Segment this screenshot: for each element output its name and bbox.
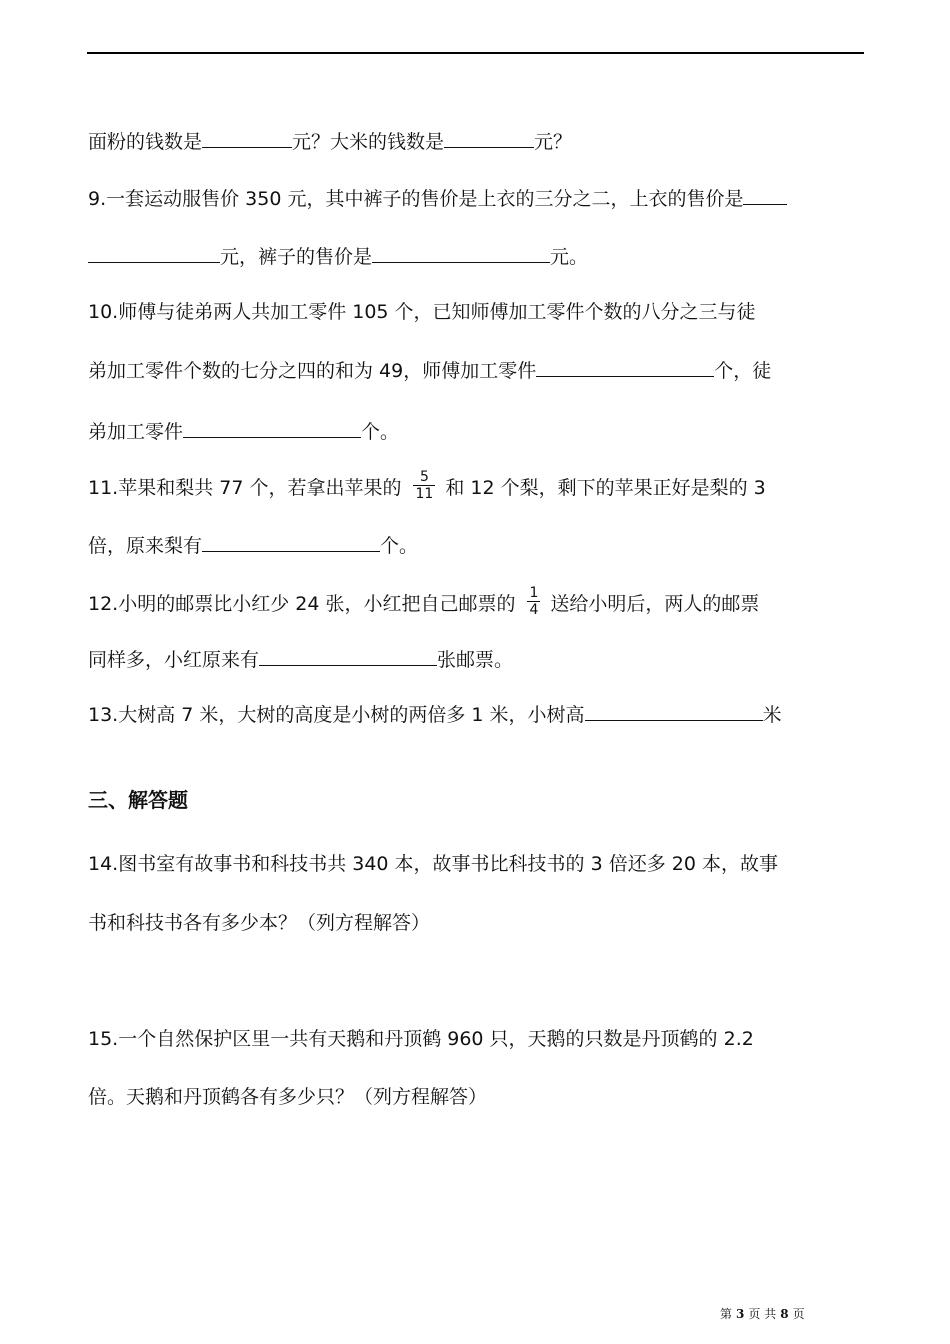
- q12-line-2: 同样多，小红原来有 张邮票。: [88, 649, 514, 671]
- q15-line-1: 15.一个自然保护区里一共有天鹅和丹顶鹤 960 只，天鹅的只数是丹顶鹤的 2.2: [88, 1028, 754, 1050]
- page-footer: 第 3 页 共 8 页: [720, 1307, 805, 1321]
- answer-blank[interactable]: [536, 358, 714, 377]
- q14-line-1: 14.图书室有故事书和科技书共 340 本，故事书比科技书的 3 倍还多 20 本，故事: [88, 853, 778, 875]
- answer-blank[interactable]: [372, 244, 550, 263]
- q14-line-2: 书和科技书各有多少本？（列方程解答）: [88, 912, 431, 934]
- q15-line-2: 倍。天鹅和丹顶鹤各有多少只？（列方程解答）: [88, 1086, 488, 1108]
- answer-blank[interactable]: [743, 186, 787, 205]
- q11-line-2: 倍，原来梨有 个。: [88, 535, 419, 557]
- q10-line-2: 弟加工零件个数的七分之四的和为 49，师傅加工零件 个，徒: [88, 360, 772, 382]
- q10-line-1: 10.师傅与徒弟两人共加工零件 105 个，已知师傅加工零件个数的八分之三与徒: [88, 301, 756, 323]
- q11-line-1: 11.苹果和梨共 77 个，若拿出苹果的 $\frac{5}{11}$ 和 12 个梨，剩下的苹果正好是梨的 3: [88, 469, 766, 502]
- answer-blank[interactable]: [202, 533, 380, 552]
- answer-blank[interactable]: [202, 129, 292, 148]
- answer-blank[interactable]: [183, 419, 361, 438]
- answer-blank[interactable]: [88, 244, 220, 263]
- answer-blank[interactable]: [585, 702, 763, 721]
- q10-line-3: 弟加工零件 个。: [88, 421, 400, 443]
- header-rule: [87, 52, 864, 54]
- section-heading: 三、解答题: [88, 788, 188, 812]
- q9-line-1: 9.一套运动服售价 350 元，其中裤子的售价是上衣的三分之二，上衣的售价是: [88, 185, 878, 213]
- q13-line: 13.大树高 7 米，大树的高度是小树的两倍多 1 米，小树高 米: [88, 704, 782, 726]
- q12-line-1: 12.小明的邮票比小红少 24 张，小红把自己邮票的 $\frac{1}{4}$ 送给小明后，两人的邮票: [88, 585, 760, 618]
- fraction: $\frac{5}{11}$: [415, 469, 434, 502]
- fraction: $\frac{1}{4}$: [529, 585, 539, 618]
- q8-tail-line: 面粉的钱数是 元？大米的钱数是 元？: [88, 131, 573, 153]
- answer-blank[interactable]: [259, 647, 437, 666]
- q9-line-2: 元，裤子的售价是 元。: [88, 243, 878, 271]
- answer-blank[interactable]: [444, 129, 534, 148]
